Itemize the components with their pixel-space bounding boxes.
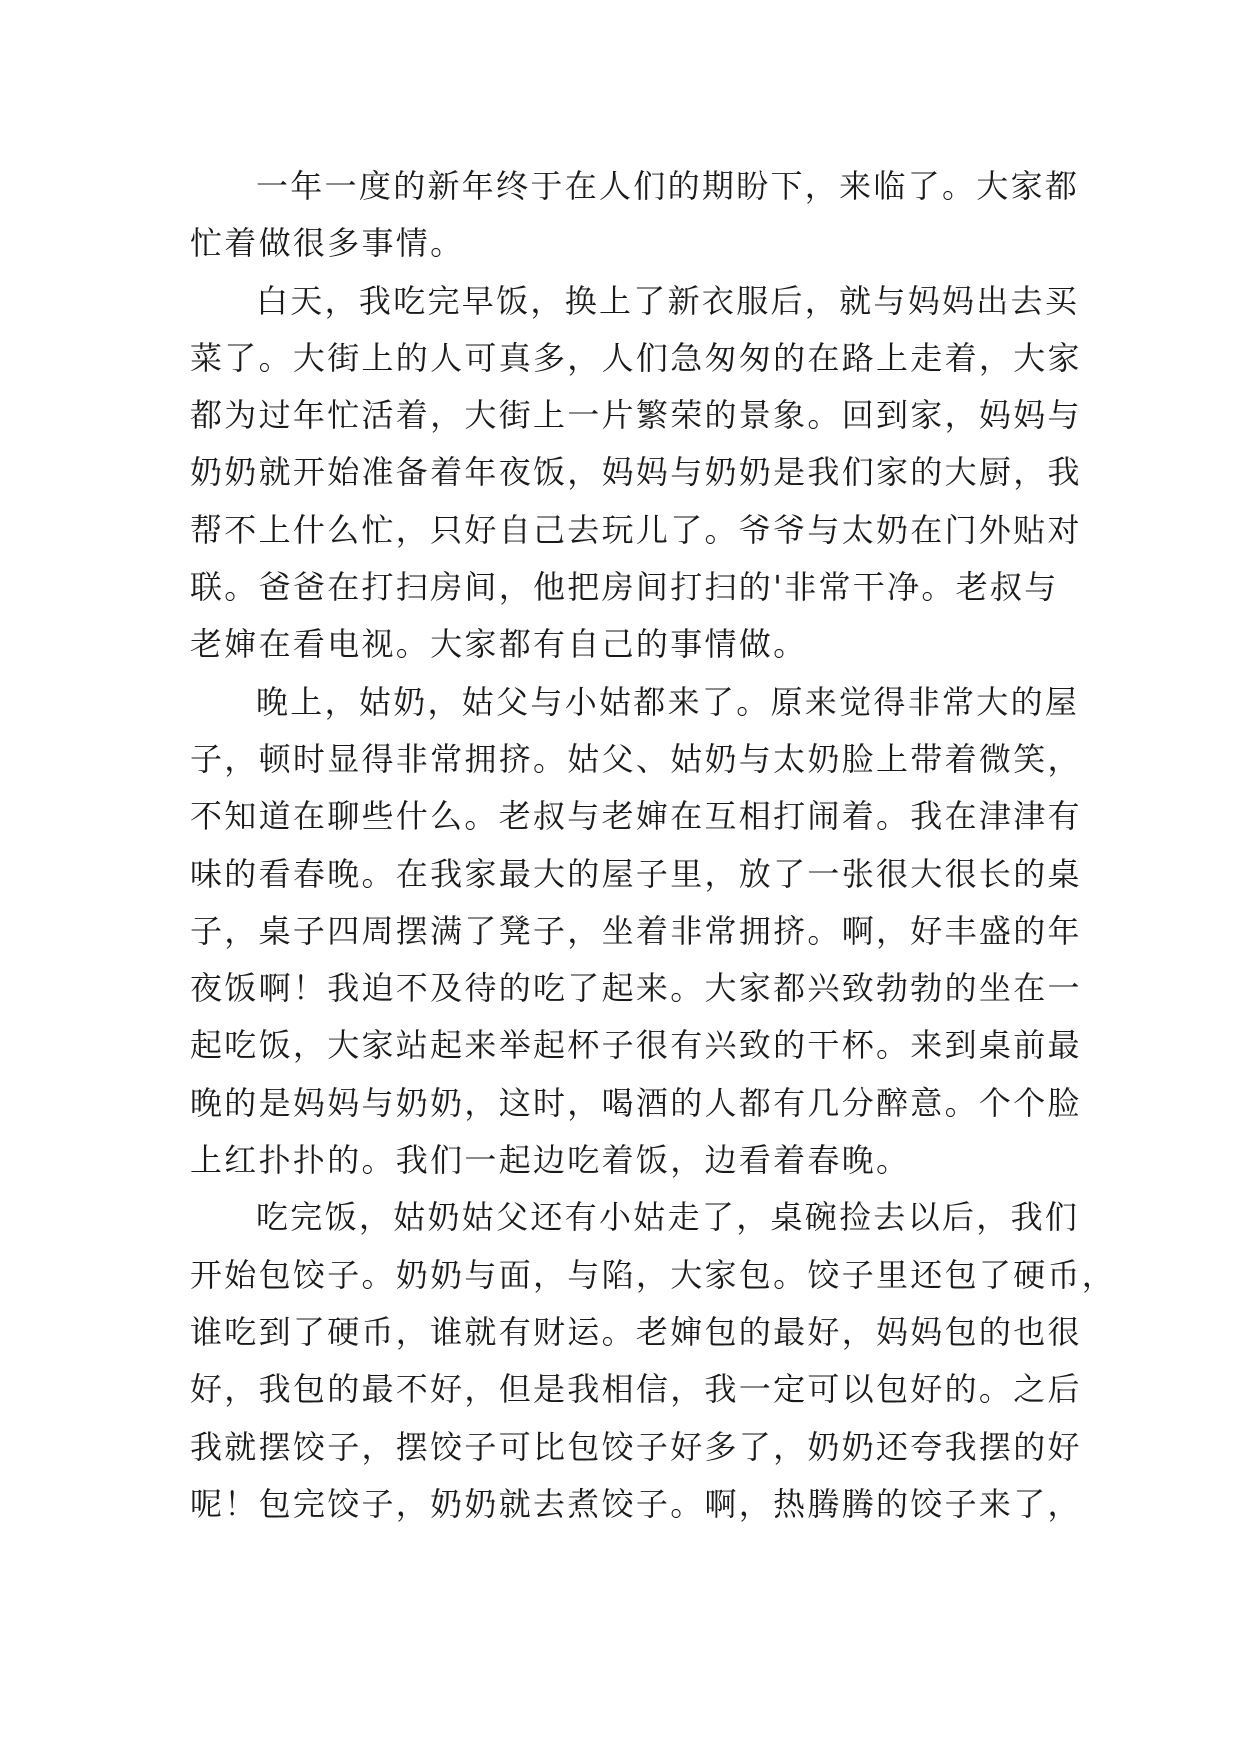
text-line: 起吃饭，大家站起来举起杯子很有兴致的干杯。来到桌前最 <box>190 1026 1082 1065</box>
text-line: 我就摆饺子，摆饺子可比包饺子好多了，奶奶还夸我摆的好 <box>190 1427 1082 1466</box>
text-line: 晚的是妈妈与奶奶，这时，喝酒的人都有几分醉意。个个脸 <box>190 1083 1082 1122</box>
text-line: 呢！包完饺子，奶奶就去煮饺子。啊，热腾腾的饺子来了， <box>190 1484 1082 1523</box>
text-line: 开始包饺子。奶奶与面，与陷，大家包。饺子里还包了硬币， <box>190 1255 1117 1294</box>
text-line: 晚上，姑奶，姑父与小姑都来了。原来觉得非常大的屋 <box>256 682 1080 721</box>
text-line: 一年一度的新年终于在人们的期盼下，来临了。大家都 <box>256 167 1080 205</box>
text-line: 味的看春晚。在我家最大的屋子里，放了一张很大很长的桌 <box>190 854 1082 893</box>
text-line: 帮不上什么忙，只好自己去玩儿了。爷爷与太奶在门外贴对 <box>190 510 1082 549</box>
text-line: 不知道在聊些什么。老叔与老婶在互相打闹着。我在津津有 <box>190 797 1082 836</box>
text-line: 上红扑扑的。我们一起边吃着饭，边看着春晚。 <box>190 1141 911 1180</box>
text-line: 老婶在看电视。大家都有自己的事情做。 <box>190 625 808 664</box>
text-line: 好，我包的最不好，但是我相信，我一定可以包好的。之后 <box>190 1370 1082 1409</box>
body-text <box>190 158 1117 1533</box>
text-line: 菜了。大街上的人可真多，人们急匆匆的在路上走着，大家 <box>190 338 1082 377</box>
text-line: 奶奶就开始准备着年夜饭，妈妈与奶奶是我们家的大厨，我 <box>190 453 1082 492</box>
text-line: 夜饭啊！我迫不及待的吃了起来。大家都兴致勃勃的坐在一 <box>190 969 1082 1008</box>
text-line: 谁吃到了硬币，谁就有财运。老婶包的最好，妈妈包的也很 <box>190 1312 1082 1351</box>
text-line: 子，桌子四周摆满了凳子，坐着非常拥挤。啊，好丰盛的年 <box>190 911 1082 950</box>
text-line: 忙着做很多事情。 <box>190 224 465 263</box>
text-line: 白天，我吃完早饭，换上了新衣服后，就与妈妈出去买 <box>256 281 1080 320</box>
text-line: 联。爸爸在打扫房间，他把房间打扫的'非常干净。老叔与 <box>190 568 1059 607</box>
text-line: 都为过年忙活着，大街上一片繁荣的景象。回到家，妈妈与 <box>190 396 1082 435</box>
text-line: 子，顿时显得非常拥挤。姑父、姑奶与太奶脸上带着微笑， <box>190 739 1082 778</box>
text-line: 吃完饭，姑奶姑父还有小姑走了，桌碗捡去以后，我们 <box>256 1198 1080 1237</box>
